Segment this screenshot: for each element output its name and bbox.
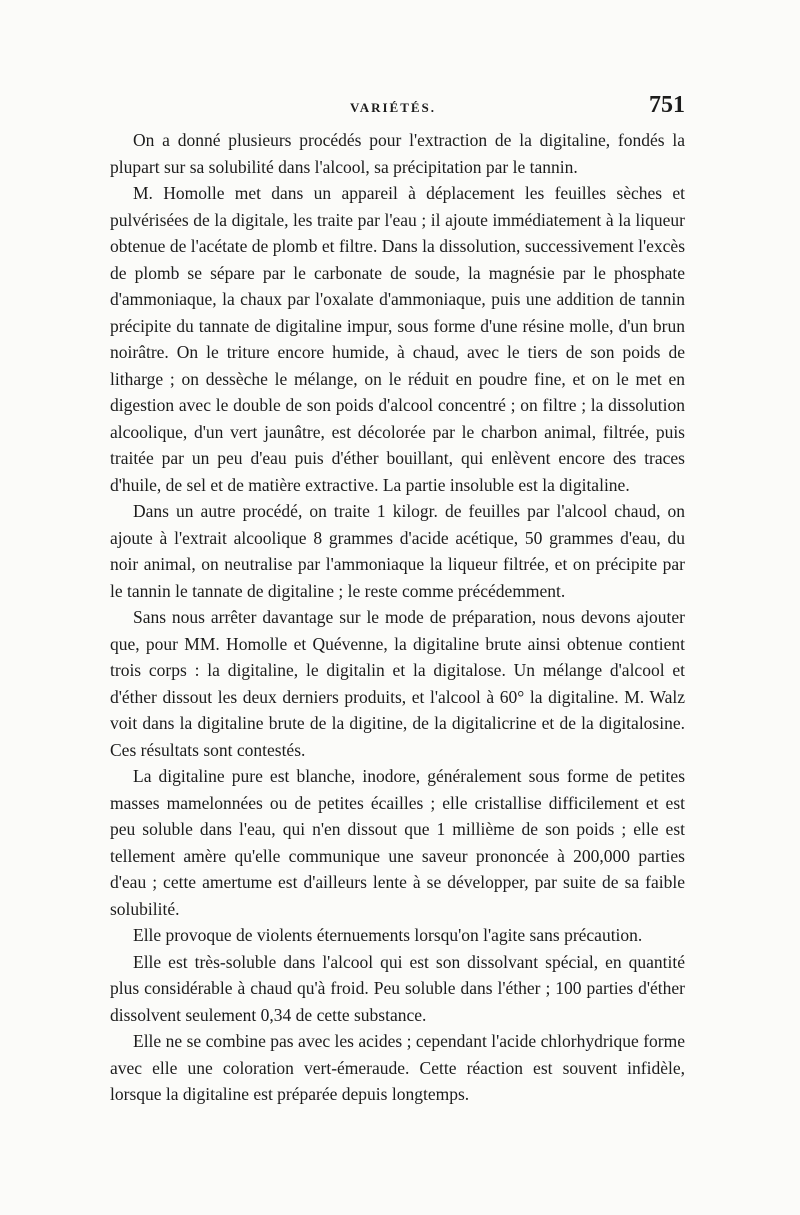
paragraph-alternative-method: Dans un autre procédé, on traite 1 kilogr. de feuilles par l'alcool chaud, on ajoute à l'extrait alcoolique 8 grammes d'acide acétique, 50 grammes d'eau, du noir animal, on neutralise par l'ammoniaque la liqueur filtrée, et on précipite par le tannin le tannate de digitaline ; le reste comme précédemment. bbox=[110, 501, 685, 601]
paragraph-extraction-intro: On a donné plusieurs procédés pour l'extraction de la digitaline, fondés la plupart sur sa solubilité dans l'alcool, sa précipitation par le tannin. bbox=[110, 130, 685, 177]
body-text bbox=[110, 127, 685, 1108]
paragraph-composition: Sans nous arrêter davantage sur le mode de préparation, nous devons ajouter que, pour MM. Homolle et Quévenne, la digitaline brute ainsi obtenue contient trois corps : la digitaline, le digitalin et la digitalose. Un mélange d'alcool et d'éther dissout les deux derniers produits, et l'alcool à 60° la digitaline. M. Walz voit dans la digitaline brute de la digitine, de la digitalicrine et de la digitalosine. Ces résultats sont contestés. bbox=[110, 607, 685, 760]
paragraph-properties: La digitaline pure est blanche, inodore, généralement sous forme de petites masses mamelonnées ou de petites écailles ; elle cristallise difficilement et est peu soluble dans l'eau, qui n'en dissout que 1 millième de son poids ; elle est tellement amère qu'elle communique une saveur prononcée à 200,000 parties d'eau ; cette amertume est d'ailleurs lente à se développer, par suite de sa faible solubilité. bbox=[110, 766, 685, 919]
running-head bbox=[110, 92, 685, 124]
paragraph-homolle-method: M. Homolle met dans un appareil à déplacement les feuilles sèches et pulvérisées de la digitale, les traite par l'eau ; il ajoute immédiatement à la liqueur obtenue de l'acétate de plomb et filtre. Dans la dissolution, successivement l'excès de plomb se sépare par le carbonate de soude, la magnésie par le phosphate d'ammoniaque, la chaux par l'oxalate d'ammoniaque, puis une addition de tannin précipite du tannate de digitaline impur, sous forme d'une résine molle, d'un brun noirâtre. On le triture encore humide, à chaud, avec le tiers de son poids de litharge ; on dessèche le mélange, on le réduit en poudre fine, et on le met en digestion avec le double de son poids d'alcool concentré ; on filtre ; la dissolution alcoolique, d'un vert jaunâtre, est décolorée par le charbon animal, filtrée, puis traitée par un peu d'eau puis d'éther bouillant, qui enlèvent encore des traces d'huile, de sel et de matière extractive. La partie insoluble est la digitaline. bbox=[110, 183, 685, 495]
paragraph-acids: Elle ne se combine pas avec les acides ; cependant l'acide chlorhydrique forme avec elle une coloration vert-émeraude. Cette réaction est souvent infidèle, lorsque la digitaline est préparée depuis longtemps. bbox=[110, 1031, 685, 1104]
paragraph-solubility: Elle est très-soluble dans l'alcool qui est son dissolvant spécial, en quantité plus considérable à chaud qu'à froid. Peu soluble dans l'éther ; 100 parties d'éther dissolvent seulement 0,34 de cette substance. bbox=[110, 951, 685, 1025]
page-number: 751 bbox=[649, 92, 685, 118]
paragraph-sneezing: Elle provoque de violents éternuements lorsqu'on l'agite sans précaution. bbox=[133, 925, 643, 945]
running-title: VARIÉTÉS. bbox=[350, 100, 437, 115]
